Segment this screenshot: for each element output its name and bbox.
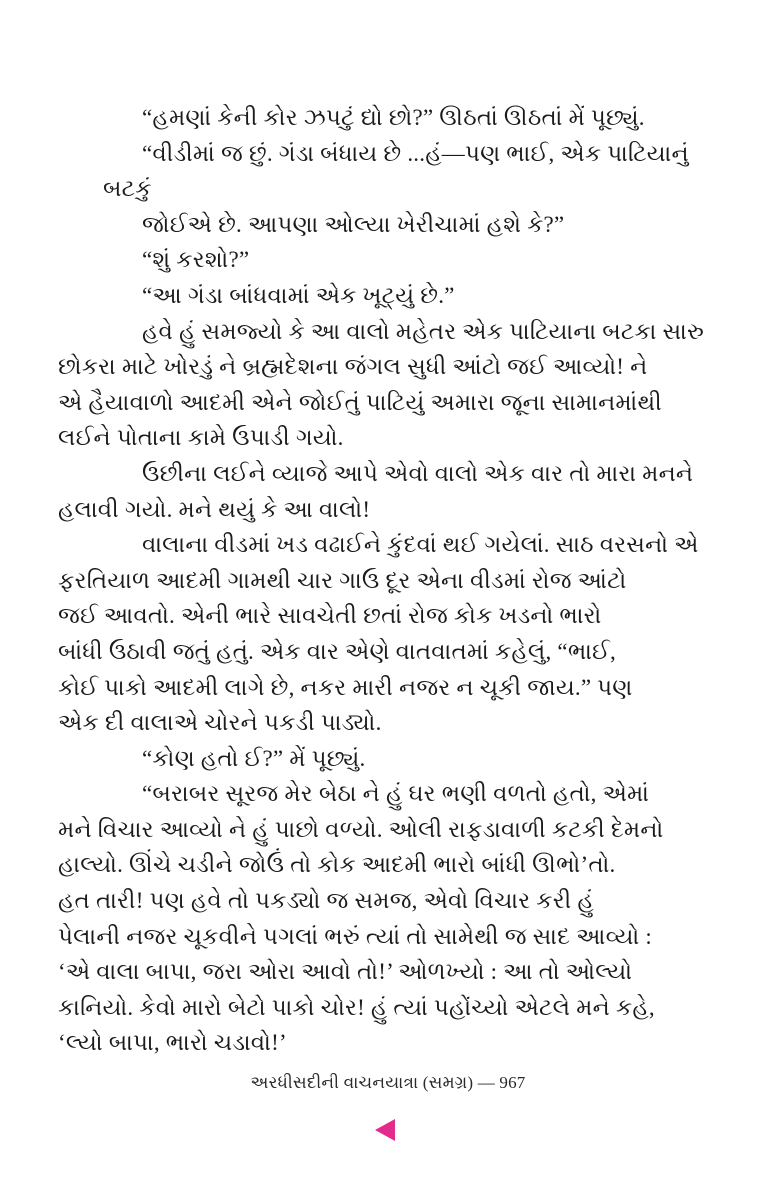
text-line: “શું કરશો?” [142, 247, 250, 273]
text-line: “હમણાં કેની કોર ઝપટું દ્યો છો?” ઊઠતાં ઊઠતાં મેં પૂછ્યું. [142, 105, 645, 130]
text-line: હત તારી! પણ હવે તો પકડ્યો જ સમજ, એવો વિચાર કરી હું [58, 888, 594, 914]
text-line: જોઈએ છે. આપણા ઓલ્યા ખેરીચામાં હશે કે?” [142, 211, 565, 237]
text-line: હવે હું સમજ્યો કે આ વાલો મહેતર એક પાટિયાના બટકા સારુ [142, 318, 705, 344]
text-line: લઈને પોતાના કામે ઉપાડી ગયો. [58, 425, 344, 451]
text-line: ‘લ્યો બાપા, ભારો ચડાવો!’ [58, 1030, 287, 1056]
text-line: બટકું [103, 176, 152, 202]
text-line: “વીડીમાં જ છું. ગંડા બંધાય છે ...હં—પણ ભાઈ, એક પાટિયાનું [142, 140, 689, 166]
text-line: “આ ગંડા બાંધવામાં એક ખૂટ્યું છે.” [142, 282, 455, 308]
text-line: છોકરા માટે ખોરડું ને બ્રહ્મદેશના જંગલ સુધી આંટો જઈ આવ્યો! ને [58, 354, 648, 380]
text-line: મને વિચાર આવ્યો ને હું પાછો વળ્યો. ઓલી રાફડાવાળી કટકી દેમનો [58, 816, 664, 842]
page-footer [0, 1073, 776, 1093]
text-line: પેલાની નજર ચૂકવીને પગલાં ભરું ત્યાં તો સામેથી જ સાદ આવ્યો : [58, 923, 652, 949]
text-line: જઈ આવતો. એની ભારે સાવચેતી છતાં રોજ કોક ખડનો ભારો [58, 603, 602, 629]
text-line: ‘એ વાલા બાપા, જરા ઓરા આવો તો!’ ઓળખ્યો : આ તો ઓલ્યો [58, 959, 633, 985]
text-line: હાલ્યો. ઊંચે ચડીને જોઉં તો કોક આદમી ભારો બાંધી ઊભો’તો. [58, 852, 616, 878]
body-text [58, 100, 726, 1061]
text-line: કોઈ પાકો આદમી લાગે છે, નકર મારી નજર ન ચૂકી જાય.” પણ [58, 674, 633, 700]
text-line: “કોણ હતો ઈ?” મેં પૂછ્યું. [142, 745, 366, 771]
text-line: એ હૈયાવાળો આદમી એને જોઈતું પાટિયું અમારા જૂના સામાનમાંથી [58, 389, 662, 415]
text-line: “બરાબર સૂરજ મેર બેઠા ને હું ઘર ભણી વળતો હતો, એમાં [142, 781, 650, 807]
footer-caption: અરધીસદીની વાચનયાત્રા (સમગ્ર) — 967 [250, 1073, 526, 1092]
text-line: ફરતિયાળ આદમી ગામથી ચાર ગાઉ દૂર એના વીડમાં રોજ આંટો [58, 567, 627, 593]
text-line: ઉછીના લઈને વ્યાજે આપે એવો વાલો એક વાર તો મારા મનને [142, 460, 694, 486]
previous-page-icon[interactable] [375, 1119, 395, 1141]
text-line: કાનિયો. કેવો મારો બેટો પાકો ચોર! હું ત્યાં પહોંચ્યો એટલે મને કહે, [58, 994, 655, 1020]
text-line: વાલાના વીડમાં ખડ વઢાઈને કુંદવાં થઈ ગયેલાં. સાઠ વરસનો એ [142, 532, 699, 558]
text-line: બાંધી ઉઠાવી જતું હતું. એક વાર એણે વાતવાતમાં કહેલું, “ભાઈ, [58, 638, 616, 664]
text-line: હલાવી ગયો. મને થયું કે આ વાલો! [58, 496, 371, 522]
text-line: એક દી વાલાએ ચોરને પકડી પાડ્યો. [58, 710, 382, 736]
